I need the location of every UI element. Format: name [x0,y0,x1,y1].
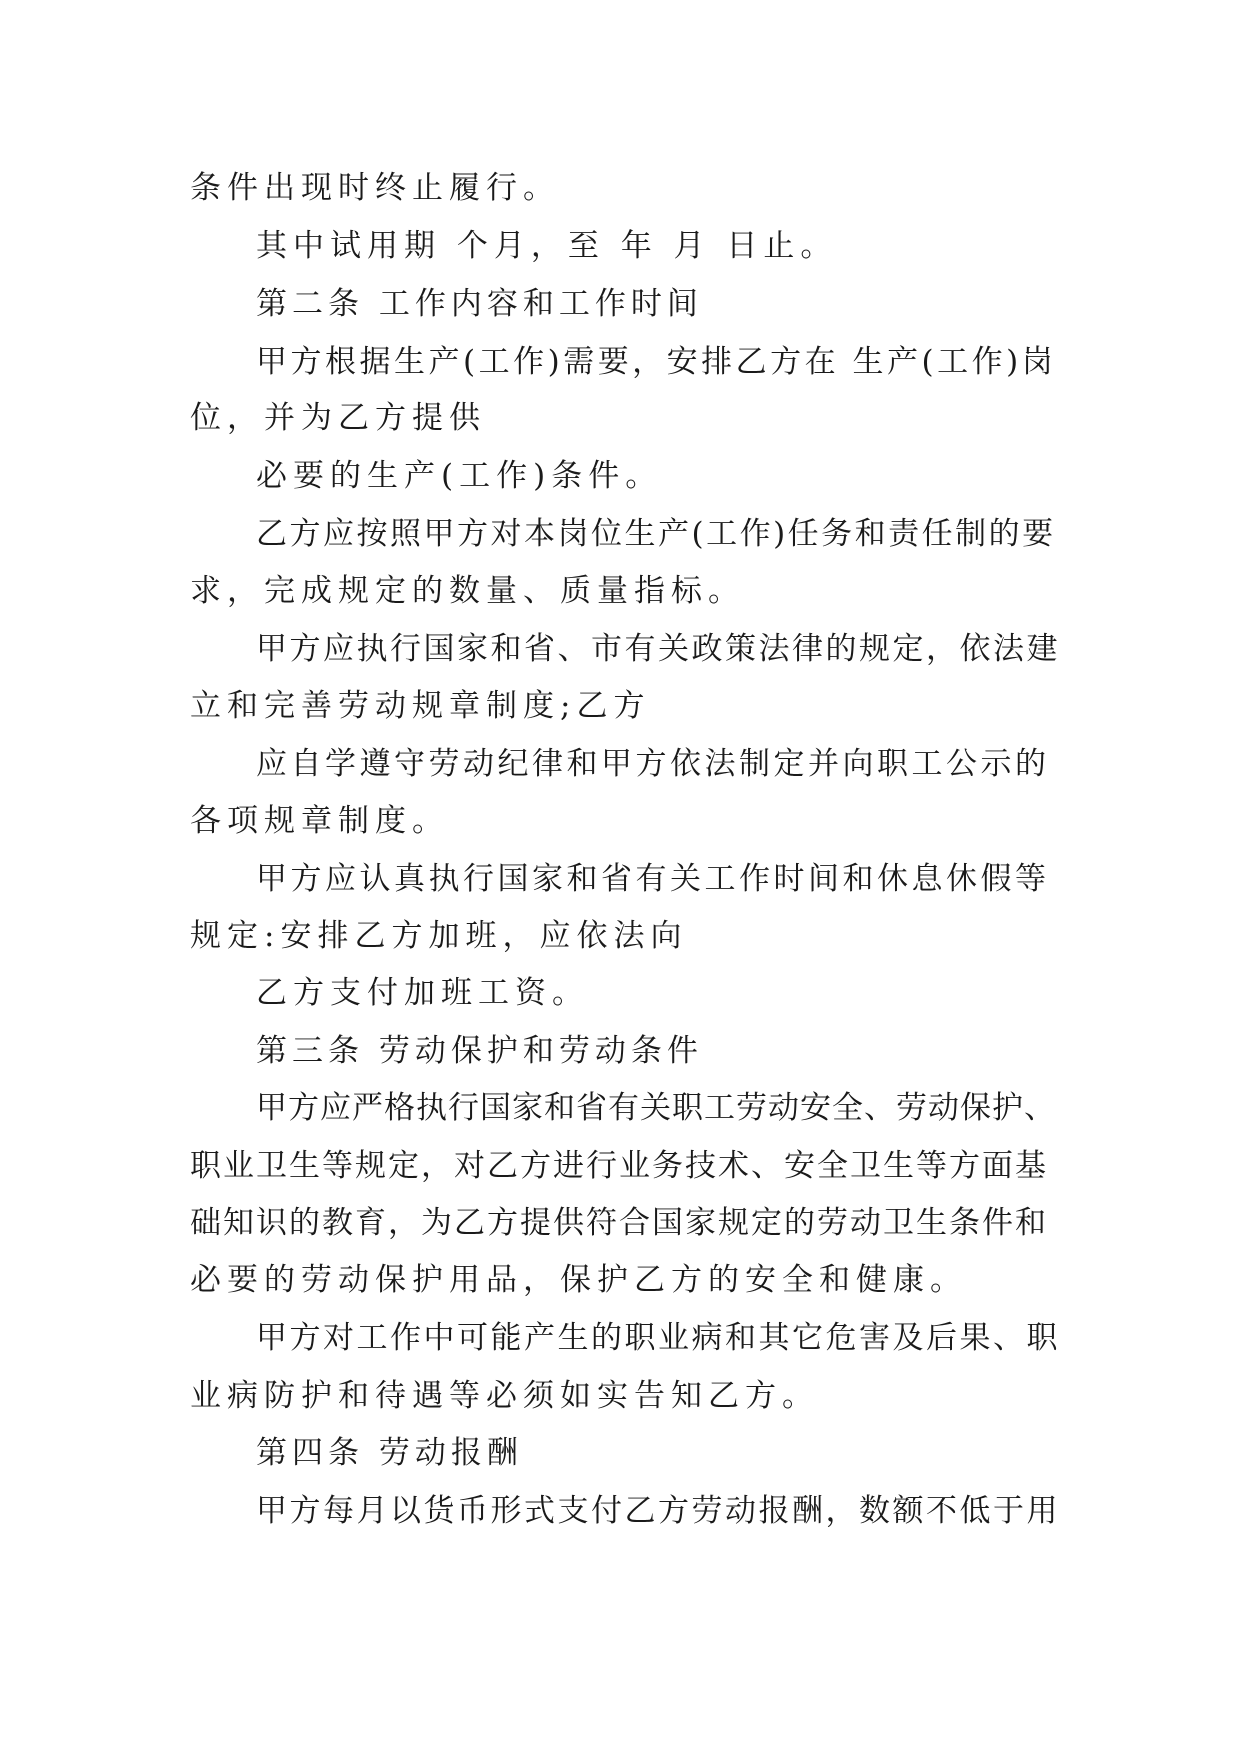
text-line: 乙方支付加班工资。 [256,975,589,1011]
section-heading: 第三条 劳动保护和劳动条件 [256,1033,703,1069]
text-line: 各项规章制度。 [190,803,449,839]
text-line: 求，完成规定的数量、质量指标。 [190,573,745,609]
text-line: 必要的劳动保护用品，保护乙方的安全和健康。 [190,1262,967,1298]
text-line: 甲方每月以货币形式支付乙方劳动报酬，数额不低于用 [256,1493,1060,1529]
text-line: 甲方应认真执行国家和省有关工作时间和休息休假等 [256,861,1050,897]
text-line: 职业卫生等规定，对乙方进行业务技术、安全卫生等方面基 [190,1148,1048,1184]
text-line: 础知识的教育，为乙方提供符合国家规定的劳动卫生条件和 [190,1205,1048,1241]
text-line: 应自学遵守劳动纪律和甲方依法制定并向职工公示的 [256,746,1050,782]
text-line: 甲方应严格执行国家和省有关职工劳动安全、劳动保护、 [256,1090,1056,1126]
text-line: 甲方根据生产(工作)需要，安排乙方在 生产(工作)岗 [256,344,1057,380]
text-line: 乙方应按照甲方对本岗位生产(工作)任务和责任制的要 [256,516,1056,552]
section-heading: 第四条 劳动报酬 [256,1435,523,1471]
text-line: 必要的生产(工作)条件。 [256,458,663,494]
text-line: 条件出现时终止履行。 [190,170,560,206]
text-line: 规定:安排乙方加班，应依法向 [190,918,688,954]
text-line: 甲方对工作中可能产生的职业病和其它危害及后果、职 [256,1320,1060,1356]
section-heading: 第二条 工作内容和工作时间 [256,286,703,322]
text-line: 其中试用期 个月，至 年 月 日止。 [256,228,838,264]
text-line: 位，并为乙方提供 [190,400,486,436]
text-line: 业病防护和待遇等必须如实告知乙方。 [190,1378,819,1414]
text-line: 立和完善劳动规章制度;乙方 [190,688,651,724]
text-line: 甲方应执行国家和省、市有关政策法律的规定，依法建 [256,631,1060,667]
